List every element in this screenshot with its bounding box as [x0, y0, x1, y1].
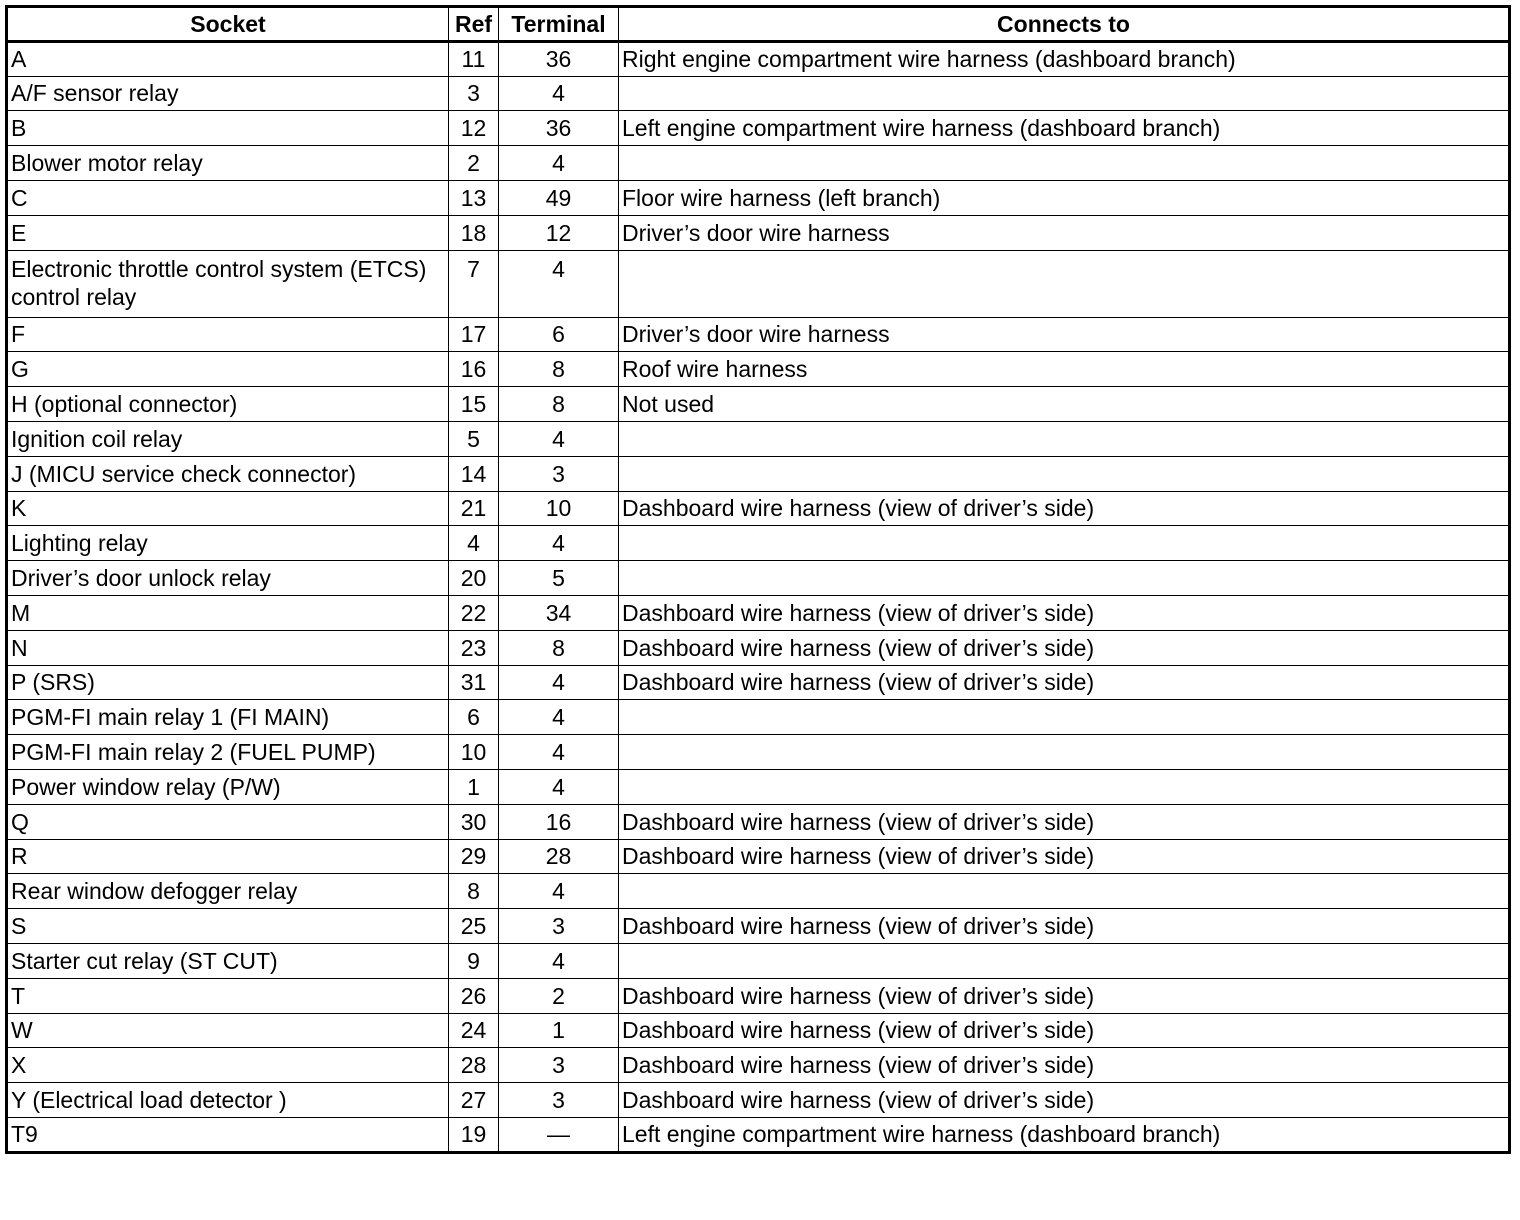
cell-ref: 27: [449, 1083, 499, 1118]
cell-socket: T9: [7, 1117, 449, 1152]
cell-socket: F: [7, 317, 449, 352]
table-row: [7, 146, 1510, 181]
cell-connects-to: Not used: [619, 387, 1510, 422]
cell-connects-to: Dashboard wire harness (view of driver’s side): [619, 665, 1510, 700]
cell-socket: Starter cut relay (ST CUT): [7, 943, 449, 978]
cell-terminal: 4: [499, 421, 619, 456]
cell-socket: A/F sensor relay: [7, 76, 449, 111]
cell-socket: PGM-FI main relay 1 (FI MAIN): [7, 700, 449, 735]
cell-ref: 29: [449, 839, 499, 874]
table-row: [7, 352, 1510, 387]
cell-socket: Lighting relay: [7, 526, 449, 561]
cell-socket: R: [7, 839, 449, 874]
cell-ref: 12: [449, 111, 499, 146]
cell-connects-to: Driver’s door wire harness: [619, 215, 1510, 250]
cell-terminal: 36: [499, 111, 619, 146]
cell-ref: 20: [449, 561, 499, 596]
table-row: [7, 595, 1510, 630]
table-row: [7, 978, 1510, 1013]
cell-terminal: 4: [499, 526, 619, 561]
cell-ref: 21: [449, 491, 499, 526]
cell-terminal: 3: [499, 456, 619, 491]
cell-ref: 15: [449, 387, 499, 422]
header-socket: Socket: [7, 7, 449, 42]
cell-ref: 8: [449, 874, 499, 909]
table-row: [7, 491, 1510, 526]
cell-terminal: 4: [499, 943, 619, 978]
connector-table: [5, 5, 1511, 1154]
cell-ref: 6: [449, 700, 499, 735]
table-row: [7, 909, 1510, 944]
table-row: [7, 630, 1510, 665]
table-row: [7, 665, 1510, 700]
cell-socket: E: [7, 215, 449, 250]
cell-ref: 30: [449, 804, 499, 839]
cell-connects-to: Dashboard wire harness (view of driver’s side): [619, 1048, 1510, 1083]
cell-terminal: 4: [499, 769, 619, 804]
cell-terminal: 4: [499, 250, 619, 317]
table-row: [7, 1083, 1510, 1118]
cell-connects-to: Dashboard wire harness (view of driver’s side): [619, 1083, 1510, 1118]
cell-socket: PGM-FI main relay 2 (FUEL PUMP): [7, 735, 449, 770]
table-row: [7, 735, 1510, 770]
cell-terminal: 4: [499, 874, 619, 909]
table-row: [7, 180, 1510, 215]
cell-terminal: 49: [499, 180, 619, 215]
table-row: [7, 943, 1510, 978]
cell-ref: 22: [449, 595, 499, 630]
cell-terminal: —: [499, 1117, 619, 1152]
cell-connects-to: Dashboard wire harness (view of driver’s side): [619, 839, 1510, 874]
cell-terminal: 4: [499, 76, 619, 111]
cell-terminal: 36: [499, 41, 619, 76]
header-ref: Ref: [449, 7, 499, 42]
cell-socket: J (MICU service check connector): [7, 456, 449, 491]
cell-terminal: 1: [499, 1013, 619, 1048]
table-row: [7, 421, 1510, 456]
cell-connects-to: Dashboard wire harness (view of driver’s side): [619, 491, 1510, 526]
cell-ref: 5: [449, 421, 499, 456]
table-row: [7, 874, 1510, 909]
cell-connects-to: [619, 874, 1510, 909]
table-row: [7, 839, 1510, 874]
cell-connects-to: [619, 146, 1510, 181]
cell-connects-to: Roof wire harness: [619, 352, 1510, 387]
cell-connects-to: [619, 526, 1510, 561]
cell-terminal: 4: [499, 700, 619, 735]
cell-socket: Power window relay (P/W): [7, 769, 449, 804]
cell-ref: 4: [449, 526, 499, 561]
cell-connects-to: Dashboard wire harness (view of driver’s side): [619, 909, 1510, 944]
cell-ref: 11: [449, 41, 499, 76]
cell-terminal: 4: [499, 146, 619, 181]
cell-socket: Electronic throttle control system (ETCS) control relay: [7, 250, 449, 317]
table-row: [7, 250, 1510, 317]
cell-ref: 13: [449, 180, 499, 215]
table-row: [7, 317, 1510, 352]
table-row: [7, 1117, 1510, 1152]
cell-ref: 18: [449, 215, 499, 250]
cell-terminal: 5: [499, 561, 619, 596]
cell-connects-to: Floor wire harness (left branch): [619, 180, 1510, 215]
cell-socket: A: [7, 41, 449, 76]
cell-connects-to: Dashboard wire harness (view of driver’s side): [619, 1013, 1510, 1048]
cell-connects-to: [619, 943, 1510, 978]
cell-terminal: 3: [499, 1083, 619, 1118]
cell-ref: 9: [449, 943, 499, 978]
cell-connects-to: [619, 421, 1510, 456]
cell-socket: M: [7, 595, 449, 630]
cell-terminal: 8: [499, 630, 619, 665]
cell-socket: Blower motor relay: [7, 146, 449, 181]
cell-terminal: 3: [499, 1048, 619, 1083]
cell-terminal: 10: [499, 491, 619, 526]
cell-socket: C: [7, 180, 449, 215]
cell-terminal: 4: [499, 735, 619, 770]
cell-terminal: 12: [499, 215, 619, 250]
cell-connects-to: Dashboard wire harness (view of driver’s side): [619, 595, 1510, 630]
table-row: [7, 76, 1510, 111]
table-row: [7, 804, 1510, 839]
cell-socket: N: [7, 630, 449, 665]
table-header-row: [7, 7, 1510, 42]
cell-ref: 16: [449, 352, 499, 387]
cell-terminal: 6: [499, 317, 619, 352]
cell-ref: 25: [449, 909, 499, 944]
header-terminal: Terminal: [499, 7, 619, 42]
cell-terminal: 4: [499, 665, 619, 700]
cell-socket: P (SRS): [7, 665, 449, 700]
table-body: [7, 41, 1510, 1152]
table-row: [7, 561, 1510, 596]
table-row: [7, 456, 1510, 491]
cell-connects-to: Right engine compartment wire harness (dashboard branch): [619, 41, 1510, 76]
cell-connects-to: Driver’s door wire harness: [619, 317, 1510, 352]
cell-connects-to: [619, 250, 1510, 317]
cell-socket: K: [7, 491, 449, 526]
cell-terminal: 28: [499, 839, 619, 874]
cell-connects-to: Dashboard wire harness (view of driver’s side): [619, 804, 1510, 839]
table-row: [7, 215, 1510, 250]
cell-ref: 19: [449, 1117, 499, 1152]
header-connects-to: Connects to: [619, 7, 1510, 42]
cell-terminal: 3: [499, 909, 619, 944]
cell-connects-to: [619, 456, 1510, 491]
cell-ref: 28: [449, 1048, 499, 1083]
cell-ref: 14: [449, 456, 499, 491]
cell-terminal: 8: [499, 352, 619, 387]
cell-socket: W: [7, 1013, 449, 1048]
cell-socket: B: [7, 111, 449, 146]
table-row: [7, 700, 1510, 735]
cell-connects-to: Dashboard wire harness (view of driver’s side): [619, 630, 1510, 665]
table-row: [7, 111, 1510, 146]
cell-socket: Rear window defogger relay: [7, 874, 449, 909]
cell-ref: 31: [449, 665, 499, 700]
table-row: [7, 769, 1510, 804]
cell-socket: G: [7, 352, 449, 387]
cell-socket: Q: [7, 804, 449, 839]
cell-connects-to: [619, 561, 1510, 596]
cell-ref: 3: [449, 76, 499, 111]
cell-connects-to: Left engine compartment wire harness (dashboard branch): [619, 1117, 1510, 1152]
cell-socket: Driver’s door unlock relay: [7, 561, 449, 596]
table-row: [7, 387, 1510, 422]
cell-socket: X: [7, 1048, 449, 1083]
cell-socket: T: [7, 978, 449, 1013]
cell-socket: Ignition coil relay: [7, 421, 449, 456]
cell-connects-to: Left engine compartment wire harness (dashboard branch): [619, 111, 1510, 146]
cell-connects-to: [619, 700, 1510, 735]
table-row: [7, 1013, 1510, 1048]
cell-ref: 2: [449, 146, 499, 181]
cell-ref: 10: [449, 735, 499, 770]
cell-terminal: 2: [499, 978, 619, 1013]
cell-terminal: 16: [499, 804, 619, 839]
table-row: [7, 1048, 1510, 1083]
cell-socket: Y (Electrical load detector ): [7, 1083, 449, 1118]
cell-connects-to: [619, 76, 1510, 111]
cell-ref: 1: [449, 769, 499, 804]
cell-ref: 26: [449, 978, 499, 1013]
cell-connects-to: [619, 735, 1510, 770]
cell-ref: 23: [449, 630, 499, 665]
table-row: [7, 41, 1510, 76]
cell-ref: 7: [449, 250, 499, 317]
cell-terminal: 8: [499, 387, 619, 422]
cell-ref: 24: [449, 1013, 499, 1048]
cell-ref: 17: [449, 317, 499, 352]
connector-table-container: [5, 5, 1508, 1154]
cell-socket: S: [7, 909, 449, 944]
cell-socket: H (optional connector): [7, 387, 449, 422]
table-row: [7, 526, 1510, 561]
cell-terminal: 34: [499, 595, 619, 630]
cell-connects-to: Dashboard wire harness (view of driver’s side): [619, 978, 1510, 1013]
cell-connects-to: [619, 769, 1510, 804]
